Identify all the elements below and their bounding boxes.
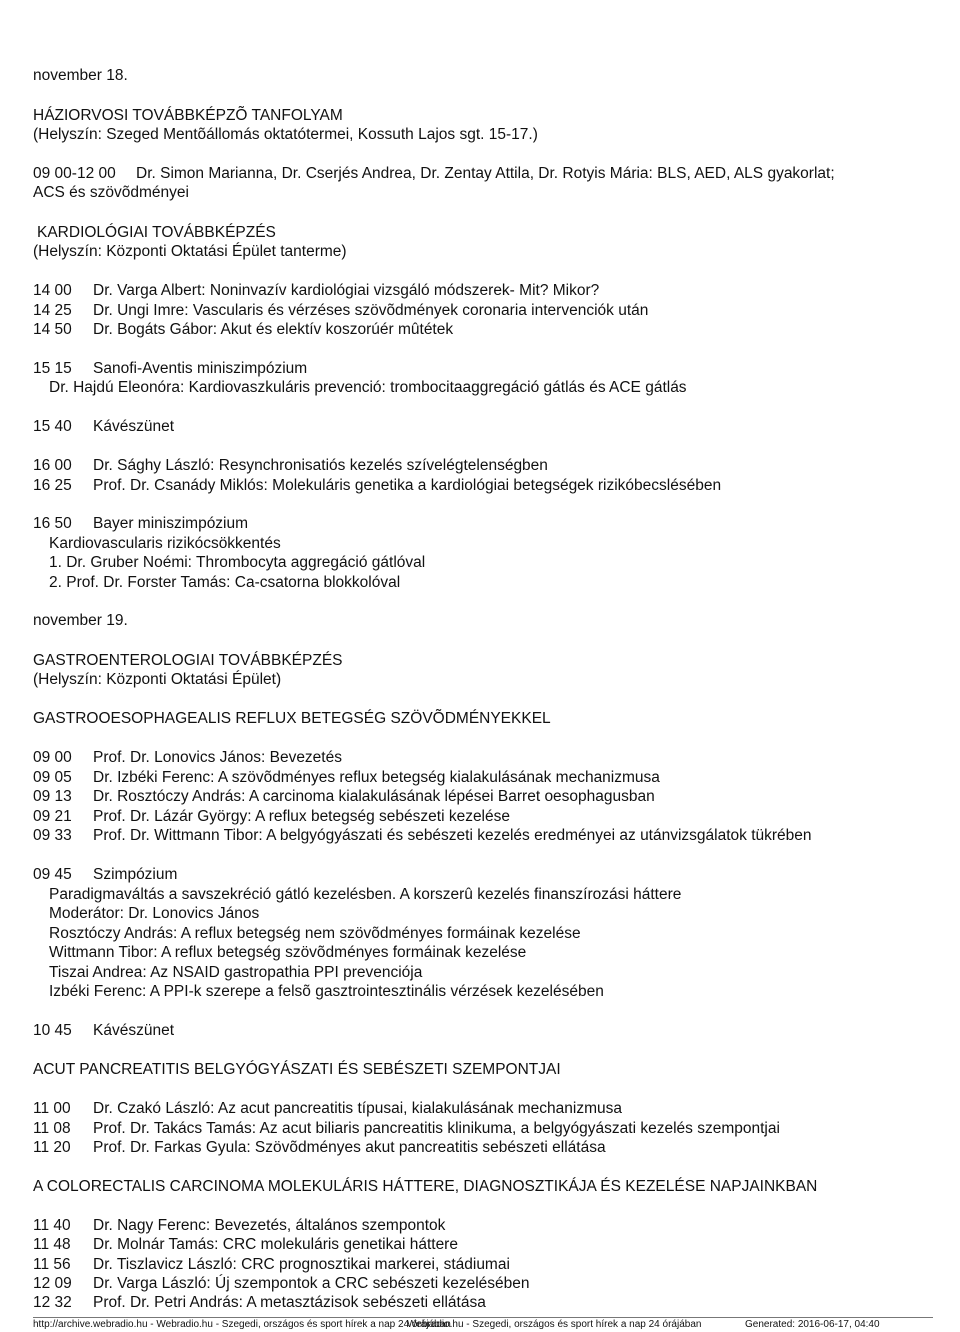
schedule-time: 10 45 bbox=[33, 1022, 72, 1039]
symposium-line: Tiszai Andrea: Az NSAID gastropathia PPI prevenciója bbox=[49, 964, 423, 981]
schedule-time: 12 09 bbox=[33, 1275, 72, 1292]
schedule-row bbox=[33, 457, 548, 475]
section-title-haziorvosi: HÁZIORVOSI TOVÁBBKÉPZÕ TANFOLYAM bbox=[33, 107, 343, 124]
schedule-text: Dr. Sághy László: Resynchronisatiós kezelés szívelégtelenségben bbox=[93, 457, 548, 474]
schedule-text: Prof. Dr. Lázár György: A reflux betegség sebészeti kezelése bbox=[93, 808, 510, 825]
schedule-row bbox=[33, 321, 453, 339]
footer-center-text: Webradio.hu - Szegedi, országos és sport hírek a nap 24 órájában bbox=[407, 1319, 702, 1330]
schedule-text-continued: ACS és szövõdményei bbox=[33, 184, 189, 201]
schedule-time: 15 40 bbox=[33, 418, 72, 435]
schedule-row bbox=[33, 1217, 445, 1235]
subsection-title: ACUT PANCREATITIS BELGYÓGYÁSZATI ÉS SEBÉSZETI SZEMPONTJAI bbox=[33, 1061, 561, 1078]
schedule-row bbox=[33, 866, 177, 884]
schedule-text: Bayer miniszimpózium bbox=[93, 515, 249, 532]
section-title-kardiologiai: KARDIOLÓGIAI TOVÁBBKÉPZÉS bbox=[37, 224, 276, 241]
schedule-time: 11 20 bbox=[33, 1139, 71, 1156]
page-footer bbox=[33, 1317, 933, 1330]
schedule-text: Dr. Molnár Tamás: CRC molekuláris genetikai háttere bbox=[93, 1236, 458, 1253]
schedule-time: 14 25 bbox=[33, 302, 72, 319]
schedule-text: Sanofi-Aventis miniszimpózium bbox=[93, 360, 308, 377]
schedule-time: 09 00 bbox=[33, 749, 72, 766]
schedule-text: Prof. Dr. Lonovics János: Bevezetés bbox=[93, 749, 342, 766]
schedule-text: Dr. Simon Marianna, Dr. Cserjés Andrea, Dr. Zentay Attila, Dr. Rotyis Mária: BLS, AED, ALS gyakorlat; bbox=[136, 165, 835, 182]
schedule-time: 11 56 bbox=[33, 1256, 71, 1273]
schedule-row bbox=[33, 165, 835, 183]
symposium-line: Wittmann Tibor: A reflux betegség szövõdményes formáinak kezelése bbox=[49, 944, 527, 961]
footer-source-link[interactable]: http://archive.webradio.hu - Webradio.hu - Szegedi, országos és sport hírek a nap 24 órájában bbox=[33, 1319, 451, 1330]
schedule-time: 09 13 bbox=[33, 788, 72, 805]
schedule-text: Kávészünet bbox=[93, 418, 174, 435]
schedule-row bbox=[33, 1120, 780, 1138]
schedule-row bbox=[33, 418, 174, 436]
subsection-title: GASTROOESOPHAGEALIS REFLUX BETEGSÉG SZÖVÕDMÉNYEKKEL bbox=[33, 710, 551, 727]
schedule-text: Prof. Dr. Farkas Gyula: Szövõdményes akut pancreatitis sebészeti ellátása bbox=[93, 1139, 606, 1156]
symposium-line: Rosztóczy András: A reflux betegség nem szövõdményes formáinak kezelése bbox=[49, 925, 581, 942]
schedule-text: Prof. Dr. Csanády Miklós: Molekuláris genetika a kardiológiai betegségek rizikóbecslésében bbox=[93, 477, 722, 494]
schedule-text: Dr. Ungi Imre: Vascularis és vérzéses szövõdmények coronaria intervenciók után bbox=[93, 302, 649, 319]
schedule-row bbox=[33, 1294, 486, 1312]
schedule-row bbox=[33, 1256, 510, 1274]
schedule-row bbox=[33, 1139, 606, 1157]
schedule-row bbox=[33, 360, 307, 378]
schedule-time: 11 00 bbox=[33, 1100, 71, 1117]
schedule-time: 16 50 bbox=[33, 515, 72, 532]
section-venue: (Helyszín: Szeged Mentõállomás oktatótermei, Kossuth Lajos sgt. 15-17.) bbox=[33, 126, 538, 143]
schedule-text: Szimpózium bbox=[93, 866, 178, 883]
schedule-text: Prof. Dr. Takács Tamás: Az acut biliaris pancreatitis klinikuma, a belgyógyászati kezelés szempontjai bbox=[93, 1120, 780, 1137]
schedule-time: 16 25 bbox=[33, 477, 72, 494]
symposium-talk: Dr. Hajdú Eleonóra: Kardiovaszkuláris prevenció: trombocitaaggregáció gátlás és ACE gátlás bbox=[49, 379, 687, 396]
schedule-text: Dr. Czakó László: Az acut pancreatitis típusai, kialakulásának mechanizmusa bbox=[93, 1100, 622, 1117]
schedule-text: Prof. Dr. Wittmann Tibor: A belgyógyászati és sebészeti kezelés eredményei az utánvizsgálatok tükrében bbox=[93, 827, 812, 844]
schedule-row bbox=[33, 1022, 174, 1040]
schedule-row bbox=[33, 788, 655, 806]
schedule-text: Dr. Varga László: Új szempontok a CRC sebészeti kezelésében bbox=[93, 1275, 530, 1292]
schedule-text: Kávészünet bbox=[93, 1022, 174, 1039]
schedule-time: 14 50 bbox=[33, 321, 72, 338]
schedule-time: 12 32 bbox=[33, 1294, 72, 1311]
symposium-line: 1. Dr. Gruber Noémi: Thrombocyta aggregáció gátlóval bbox=[49, 554, 426, 571]
schedule-time: 09 33 bbox=[33, 827, 72, 844]
symposium-line: Moderátor: Dr. Lonovics János bbox=[49, 905, 260, 922]
schedule-time: 09 00-12 00 bbox=[33, 165, 116, 182]
subsection-title: A COLORECTALIS CARCINOMA MOLEKULÁRIS HÁTTERE, DIAGNOSZTIKÁJA ÉS KEZELÉSE NAPJAINKBAN bbox=[33, 1178, 818, 1195]
schedule-time: 09 05 bbox=[33, 769, 72, 786]
day2-date: november 19. bbox=[33, 612, 128, 629]
schedule-text: Prof. Dr. Petri András: A metasztázisok sebészeti ellátása bbox=[93, 1294, 486, 1311]
schedule-row bbox=[33, 477, 721, 495]
schedule-row bbox=[33, 827, 812, 845]
symposium-line: Kardiovascularis rizikócsökkentés bbox=[49, 535, 281, 552]
schedule-text: Dr. Rosztóczy András: A carcinoma kialakulásának lépései Barret oesophagusban bbox=[93, 788, 655, 805]
section-venue: (Helyszín: Központi Oktatási Épület) bbox=[33, 671, 282, 688]
schedule-row bbox=[33, 302, 648, 320]
schedule-time: 11 48 bbox=[33, 1236, 71, 1253]
day1-date: november 18. bbox=[33, 67, 128, 84]
schedule-row bbox=[33, 515, 248, 533]
schedule-row bbox=[33, 282, 599, 300]
schedule-row bbox=[33, 769, 660, 787]
schedule-time: 09 45 bbox=[33, 866, 72, 883]
schedule-text: Dr. Nagy Ferenc: Bevezetés, általános szempontok bbox=[93, 1217, 446, 1234]
schedule-row bbox=[33, 808, 510, 826]
schedule-time: 09 21 bbox=[33, 808, 72, 825]
symposium-line: Izbéki Ferenc: A PPI-k szerepe a felsõ gasztrointesztinális vérzések kezelésében bbox=[49, 983, 604, 1000]
schedule-time: 16 00 bbox=[33, 457, 72, 474]
schedule-row bbox=[33, 1275, 530, 1293]
schedule-row bbox=[33, 1100, 622, 1118]
schedule-time: 11 40 bbox=[33, 1217, 71, 1234]
section-venue: (Helyszín: Központi Oktatási Épület tanterme) bbox=[33, 243, 347, 260]
schedule-text: Dr. Varga Albert: Noninvazív kardiológiai vizsgáló módszerek- Mit? Mikor? bbox=[93, 282, 600, 299]
schedule-text: Dr. Tiszlavicz László: CRC prognosztikai markerei, stádiumai bbox=[93, 1256, 510, 1273]
schedule-row bbox=[33, 749, 342, 767]
schedule-text: Dr. Izbéki Ferenc: A szövõdményes reflux betegség kialakulásának mechanizmusa bbox=[93, 769, 660, 786]
schedule-row bbox=[33, 1236, 458, 1254]
schedule-text: Dr. Bogáts Gábor: Akut és elektív koszorúér mûtétek bbox=[93, 321, 454, 338]
section-title-gastro: GASTROENTEROLOGIAI TOVÁBBKÉPZÉS bbox=[33, 652, 343, 669]
schedule-time: 14 00 bbox=[33, 282, 72, 299]
schedule-time: 11 08 bbox=[33, 1120, 71, 1137]
footer-generated: Generated: 2016-06-17, 04:40 bbox=[745, 1319, 880, 1330]
schedule-time: 15 15 bbox=[33, 360, 72, 377]
symposium-line: 2. Prof. Dr. Forster Tamás: Ca-csatorna blokkolóval bbox=[49, 574, 401, 591]
symposium-line: Paradigmaváltás a savszekréció gátló kezelésben. A korszerû kezelés finanszírozási háttere bbox=[49, 886, 682, 903]
